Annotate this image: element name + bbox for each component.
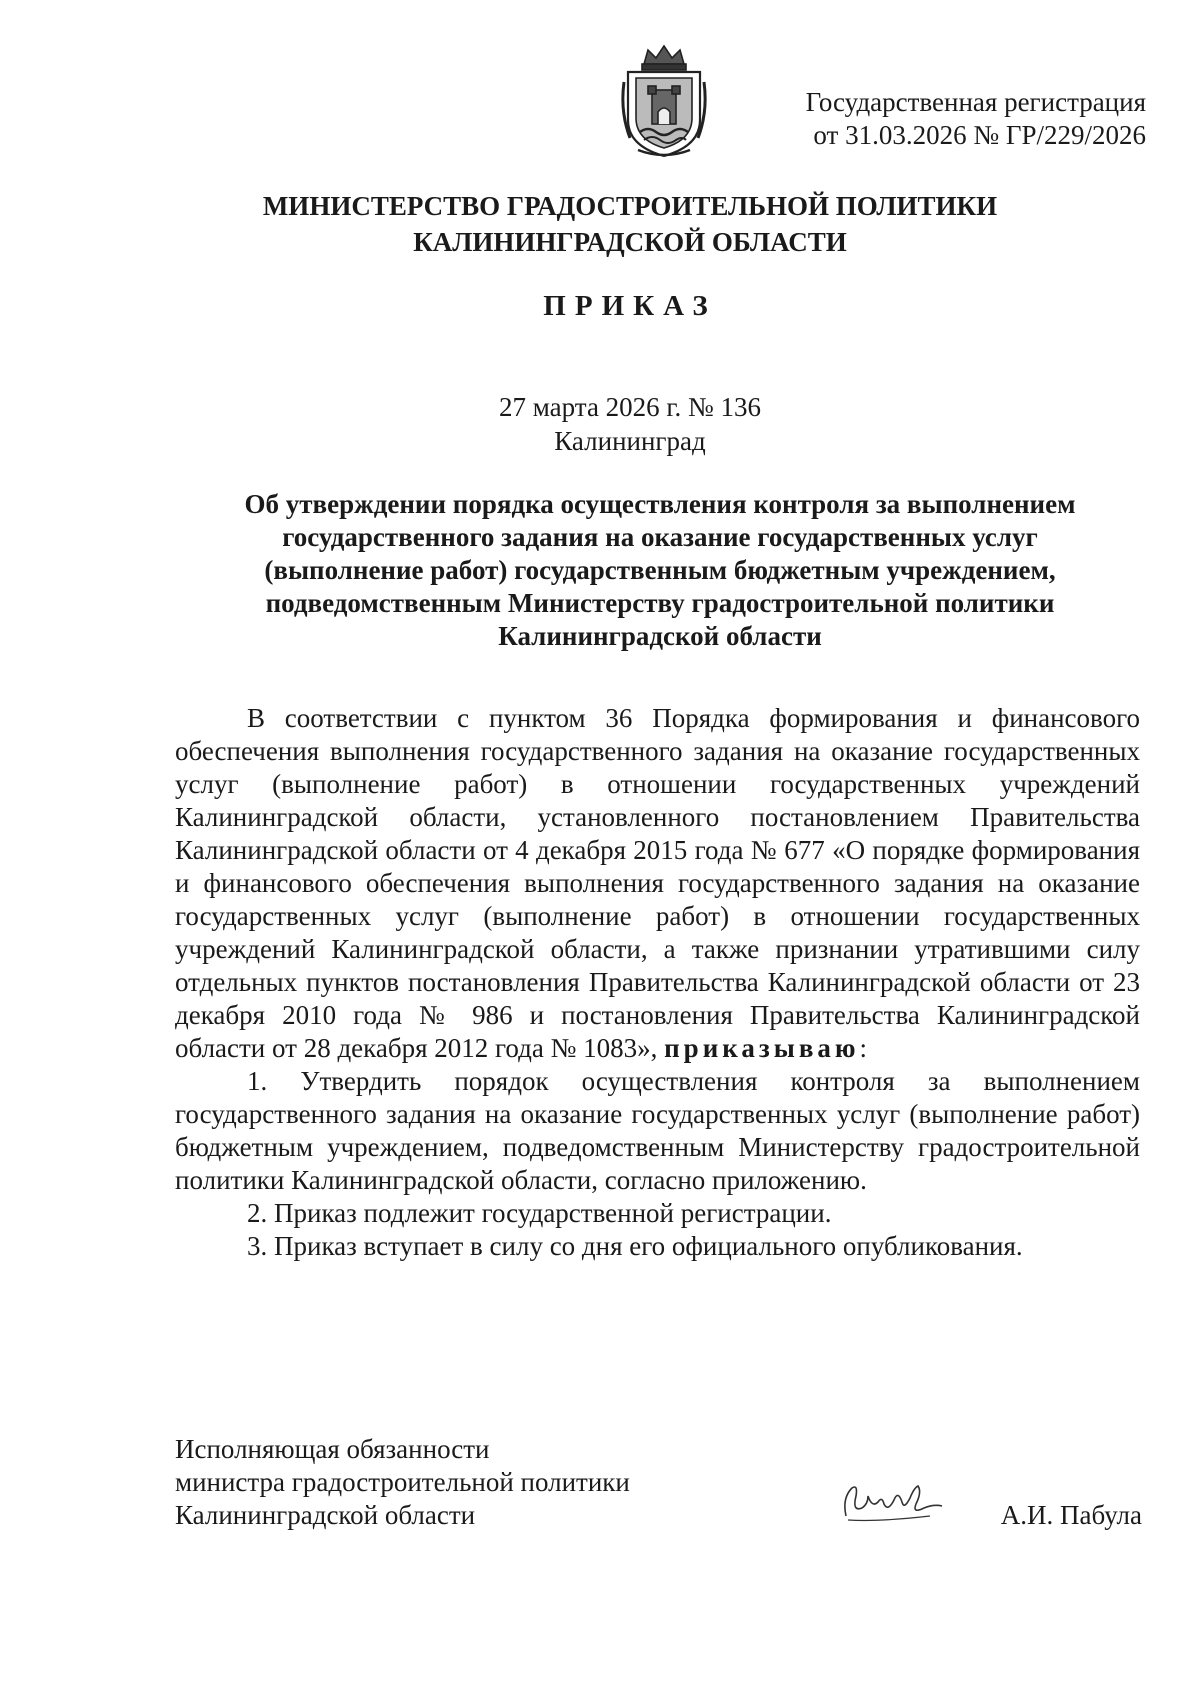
document-type-title: ПРИКАЗ <box>543 290 717 322</box>
document-city: Калининград <box>554 426 706 456</box>
signatory-title <box>175 1433 630 1532</box>
registration-number: от 31.03.2026 № ГР/229/2026 <box>813 120 1146 150</box>
order-suffix: : <box>859 1033 868 1063</box>
preamble-text: В соответствии с пунктом 36 Порядка формирования и финансового обеспечения выполнения государственного задания на оказание государственных услуг (выполнение работ) в отношении государственных учреждений Калининградской области, установленного постановлением Правительства Калининградской области от 4 декабря 2015 года № 677 «О порядке формирования и финансового обеспечения выполнения государственного задания на оказание государственных услуг (выполнение работ) в отношении государственных учреждений Калининградской области, а также признании утратившими силу отдельных пунктов постановления Правительства Калининградской области от 23 декабря 2010 года № 986 и постановления Правительства Калининградской области от 28 декабря 2012 года № 1083», <box>175 703 1140 1063</box>
document-body <box>175 702 1140 1263</box>
ministry-name-line1: МИНИСТЕРСТВО ГРАДОСТРОИТЕЛЬНОЙ ПОЛИТИКИ <box>262 191 998 221</box>
document-subject: Об утверждении порядка осуществления контроля за выполнением государственного задания на оказание государственных услуг (выполнение работ) государственным бюджетным учреждением, подведомственным Министерству градостроительной политики Калининградской области <box>244 489 1076 651</box>
signatory-title-line3: Калининградской области <box>175 1500 476 1530</box>
order-item-3: 3. Приказ вступает в силу со дня его официального опубликования. <box>247 1231 1023 1261</box>
signer-name: А.И. Пабула <box>1000 1500 1142 1530</box>
order-item-1: 1. Утвердить порядок осуществления контроля за выполнением государственного задания на оказание государственных услуг (выполнение работ) бюджетным учреждением, подведомственным Министерству градостроительной политики Калининградской области, согласно приложению. <box>175 1066 1140 1195</box>
preamble-paragraph <box>175 702 1140 1065</box>
signatory-title-line2: министра градостроительной политики <box>175 1467 630 1497</box>
order-item-2: 2. Приказ подлежит государственной регистрации. <box>247 1198 832 1228</box>
coat-of-arms-emblem <box>618 42 710 160</box>
registration-stamp <box>806 86 1146 152</box>
registration-label: Государственная регистрация <box>805 87 1146 117</box>
ministry-name-line2: КАЛИНИНГРАДСКОЙ ОБЛАСТИ <box>413 227 847 257</box>
ministry-heading <box>0 188 1200 260</box>
document-date-number: 27 марта 2026 г. № 136 <box>499 392 761 422</box>
handwritten-signature <box>838 1478 948 1528</box>
order-word: приказываю <box>664 1033 860 1063</box>
document-date-place <box>0 390 1200 458</box>
signatory-title-line1: Исполняющая обязанности <box>175 1434 490 1464</box>
